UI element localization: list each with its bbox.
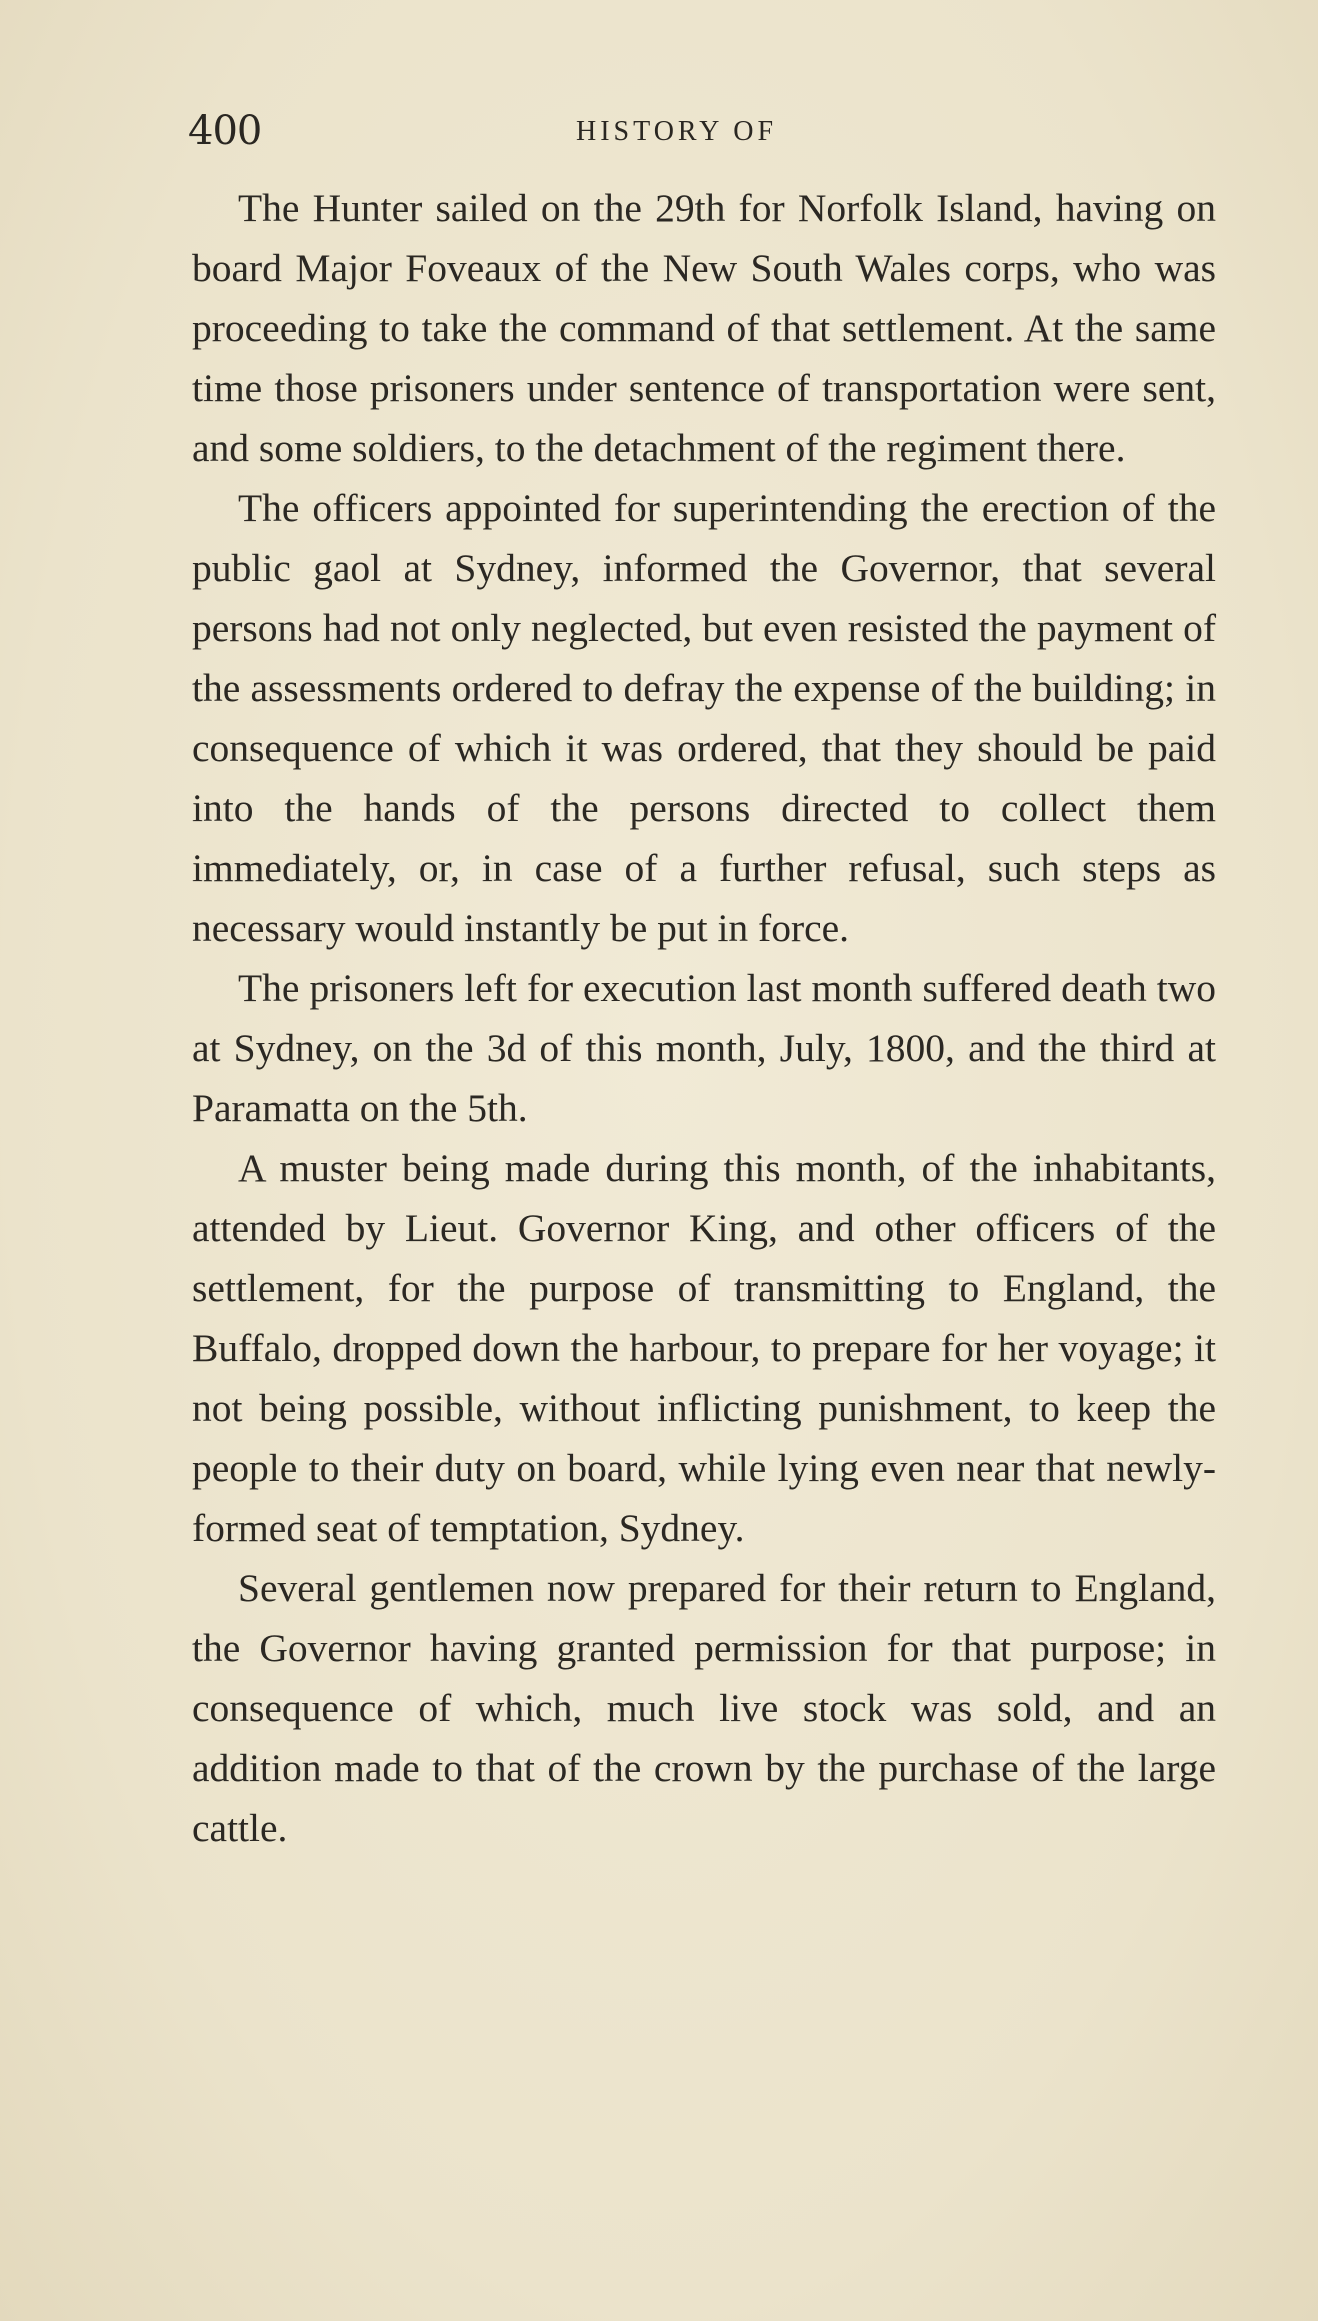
page-number: 400	[188, 108, 262, 154]
paragraph-gaol-assessments: The officers appointed for superintending the erection of the public gaol at Sydney, informed the Governor, that several persons had not only neglected, but even resisted the payment of the assessments ordered to defray the expense of the building; in consequence of which it was ordered, that they should be paid into the hands of the persons directed to collect them immediately, or, in case of a further refusal, such steps as necessary would instantly be put in force.	[192, 486, 1216, 950]
paragraph-hunter-sailing: The Hunter sailed on the 29th for Norfolk Island, having on board Major Foveaux of the New South Wales corps, who was proceeding to take the command of that settlement. At the same time those prisoners under sentence of transportation were sent, and some soldiers, to the detachment of the regiment there.	[192, 186, 1216, 470]
page-header	[188, 108, 1218, 156]
paragraph-executions: The prisoners left for execution last month suffered death two at Sydney, on the 3d of this month, July, 1800, and the third at Paramatta on the 5th.	[192, 966, 1216, 1130]
body-text	[192, 178, 1216, 1858]
running-head: HISTORY OF	[576, 116, 778, 147]
paragraph-muster-buffalo: A muster being made during this month, of the inhabitants, attended by Lieut. Governor King, and other officers of the settlement, for the purpose of transmitting to England, the Buffalo, dropped down the harbour, to prepare for her voyage; it not being possible, without inflicting punishment, to keep the people to their duty on board, while lying even near that newly-formed seat of temptation, Sydney.	[192, 1146, 1216, 1550]
paragraph-gentlemen-return: Several gentlemen now prepared for their return to England, the Governor having granted permission for that purpose; in consequence of which, much live stock was sold, and an addition made to that of the crown by the purchase of the large cattle.	[192, 1566, 1216, 1850]
